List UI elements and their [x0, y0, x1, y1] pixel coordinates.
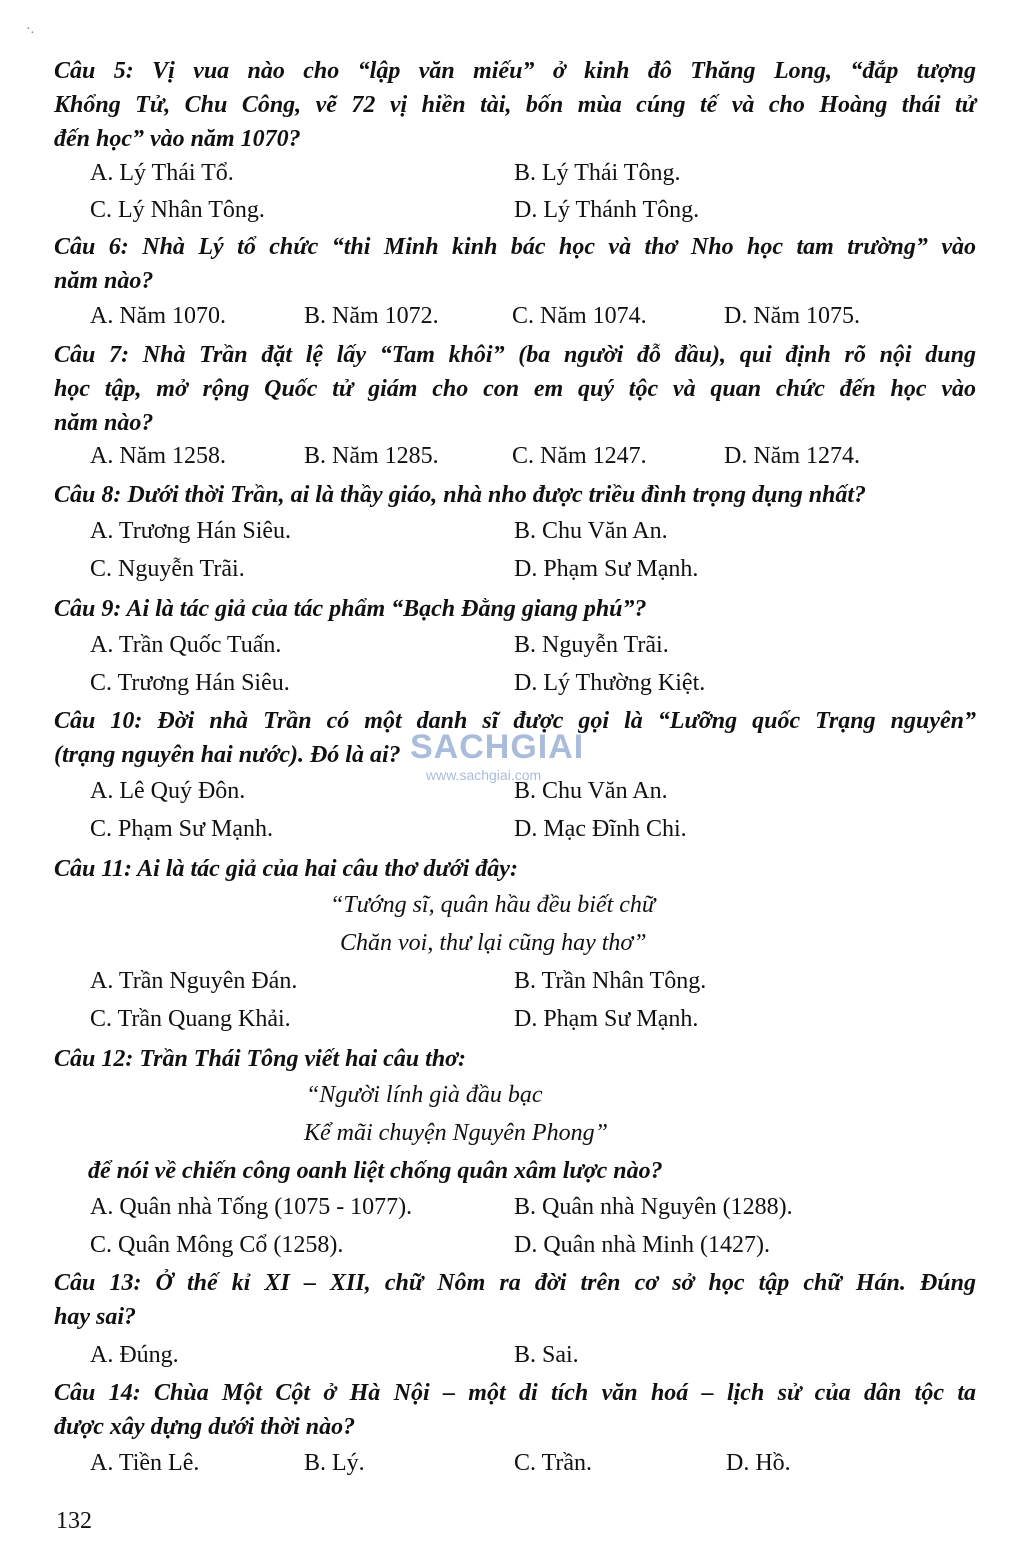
option-a: A. Đúng.: [90, 1342, 179, 1368]
question-5: [54, 54, 976, 156]
question-line: Câu 5: Vị vua nào cho “lập văn miếu” ở kinh đô Thăng Long, “đắp tượng: [54, 58, 976, 84]
question-line: Câu 12: Trần Thái Tông viết hai câu thơ:: [54, 1046, 467, 1072]
poem-line: “Người lính già đầu bạc: [306, 1082, 543, 1108]
question-12: [54, 1042, 976, 1076]
question-13: [54, 1266, 976, 1334]
option-d: D. Mạc Đĩnh Chi.: [514, 816, 687, 842]
question-line: học tập, mở rộng Quốc tử giám cho con em quý tộc và quan chức đến học vào: [54, 376, 976, 402]
question-14: [54, 1376, 976, 1444]
option-d: D. Năm 1075.: [724, 303, 860, 329]
watermark-url: www.sachgiai.com: [426, 767, 542, 783]
page-number: 132: [56, 1508, 92, 1534]
question-line: hay sai?: [54, 1304, 137, 1330]
option-c: C. Phạm Sư Mạnh.: [90, 816, 274, 842]
question-6: [54, 230, 976, 298]
question-line: Câu 13: Ở thế kỉ XI – XII, chữ Nôm ra đời trên cơ sở học tập chữ Hán. Đúng: [54, 1270, 976, 1296]
option-b: B. Lý Thái Tông.: [514, 160, 681, 186]
question-7: [54, 338, 976, 440]
question-line: Câu 9: Ai là tác giả của tác phẩm “Bạch Đằng giang phú”?: [54, 596, 647, 622]
option-c: C. Trần Quang Khải.: [90, 1006, 291, 1032]
question-line: (trạng nguyên hai nước). Đó là ai?: [54, 742, 401, 768]
question-line: Câu 14: Chùa Một Cột ở Hà Nội – một di tích văn hoá – lịch sử của dân tộc ta: [54, 1380, 976, 1406]
question-line: Câu 11: Ai là tác giả của hai câu thơ dưới đây:: [54, 856, 518, 882]
option-d: D. Quân nhà Minh (1427).: [514, 1232, 770, 1258]
option-b: B. Chu Văn An.: [514, 518, 668, 544]
option-b: B. Năm 1285.: [304, 443, 439, 469]
option-b: B. Năm 1072.: [304, 303, 439, 329]
option-a: A. Lý Thái Tổ.: [90, 160, 234, 186]
question-line: Câu 10: Đời nhà Trần có một danh sĩ được gọi là “Lưỡng quốc Trạng nguyên”: [54, 708, 976, 734]
option-b: B. Nguyễn Trãi.: [514, 632, 669, 658]
watermark-logo: SACHGIAI: [410, 728, 585, 766]
question-12-continuation: [88, 1154, 888, 1188]
question-line: đến học” vào năm 1070?: [54, 126, 301, 152]
question-line: năm nào?: [54, 410, 154, 436]
question-10: [54, 704, 976, 772]
option-b: B. Quân nhà Nguyên (1288).: [514, 1194, 793, 1220]
option-c: C. Năm 1074.: [512, 303, 647, 329]
question-8: [54, 478, 976, 512]
corner-mark: ·.: [26, 22, 35, 37]
option-a: A. Trương Hán Siêu.: [90, 518, 292, 544]
option-d: D. Lý Thường Kiệt.: [514, 670, 706, 696]
option-a: A. Năm 1258.: [90, 443, 226, 469]
option-b: B. Chu Văn An.: [514, 778, 668, 804]
option-a: A. Lê Quý Đôn.: [90, 778, 246, 804]
poem-line: Kể mãi chuyện Nguyên Phong”: [304, 1120, 608, 1146]
option-b: B. Trần Nhân Tông.: [514, 968, 707, 994]
option-a: A. Trần Quốc Tuấn.: [90, 632, 282, 658]
option-c: C. Quân Mông Cổ (1258).: [90, 1232, 344, 1258]
option-d: D. Năm 1274.: [724, 443, 860, 469]
option-a: A. Tiền Lê.: [90, 1450, 200, 1476]
option-c: C. Trần.: [514, 1450, 593, 1476]
poem-line: “Tướng sĩ, quân hầu đều biết chữ: [330, 892, 655, 918]
option-b: B. Sai.: [514, 1342, 579, 1368]
option-c: C. Trương Hán Siêu.: [90, 670, 290, 696]
option-a: A. Quân nhà Tống (1075 - 1077).: [90, 1194, 413, 1220]
question-line: Khổng Tử, Chu Công, vẽ 72 vị hiền tài, bốn mùa cúng tế và cho Hoàng thái tử: [54, 92, 976, 118]
option-b: B. Lý.: [304, 1450, 365, 1476]
question-line: Câu 7: Nhà Trần đặt lệ lấy “Tam khôi” (ba người đỗ đầu), qui định rõ nội dung: [54, 342, 976, 368]
option-c: C. Nguyễn Trãi.: [90, 556, 245, 582]
option-d: D. Hồ.: [726, 1450, 791, 1476]
option-a: A. Trần Nguyên Đán.: [90, 968, 298, 994]
question-11: [54, 852, 976, 886]
poem-line: Chăn voi, thư lại cũng hay thơ”: [340, 930, 647, 956]
question-9: [54, 592, 976, 626]
question-line: năm nào?: [54, 268, 154, 294]
option-a: A. Năm 1070.: [90, 303, 226, 329]
question-line: Câu 8: Dưới thời Trần, ai là thầy giáo, nhà nho được triều đình trọng dụng nhất?: [54, 482, 867, 508]
option-c: C. Năm 1247.: [512, 443, 647, 469]
option-d: D. Lý Thánh Tông.: [514, 197, 700, 223]
option-d: D. Phạm Sư Mạnh.: [514, 1006, 699, 1032]
question-line: được xây dựng dưới thời nào?: [54, 1414, 356, 1440]
question-line: Câu 6: Nhà Lý tổ chức “thi Minh kinh bác học và thơ Nho học tam trường” vào: [54, 234, 976, 260]
option-c: C. Lý Nhân Tông.: [90, 197, 265, 223]
option-d: D. Phạm Sư Mạnh.: [514, 556, 699, 582]
question-line: để nói về chiến công oanh liệt chống quân xâm lược nào?: [88, 1158, 663, 1184]
